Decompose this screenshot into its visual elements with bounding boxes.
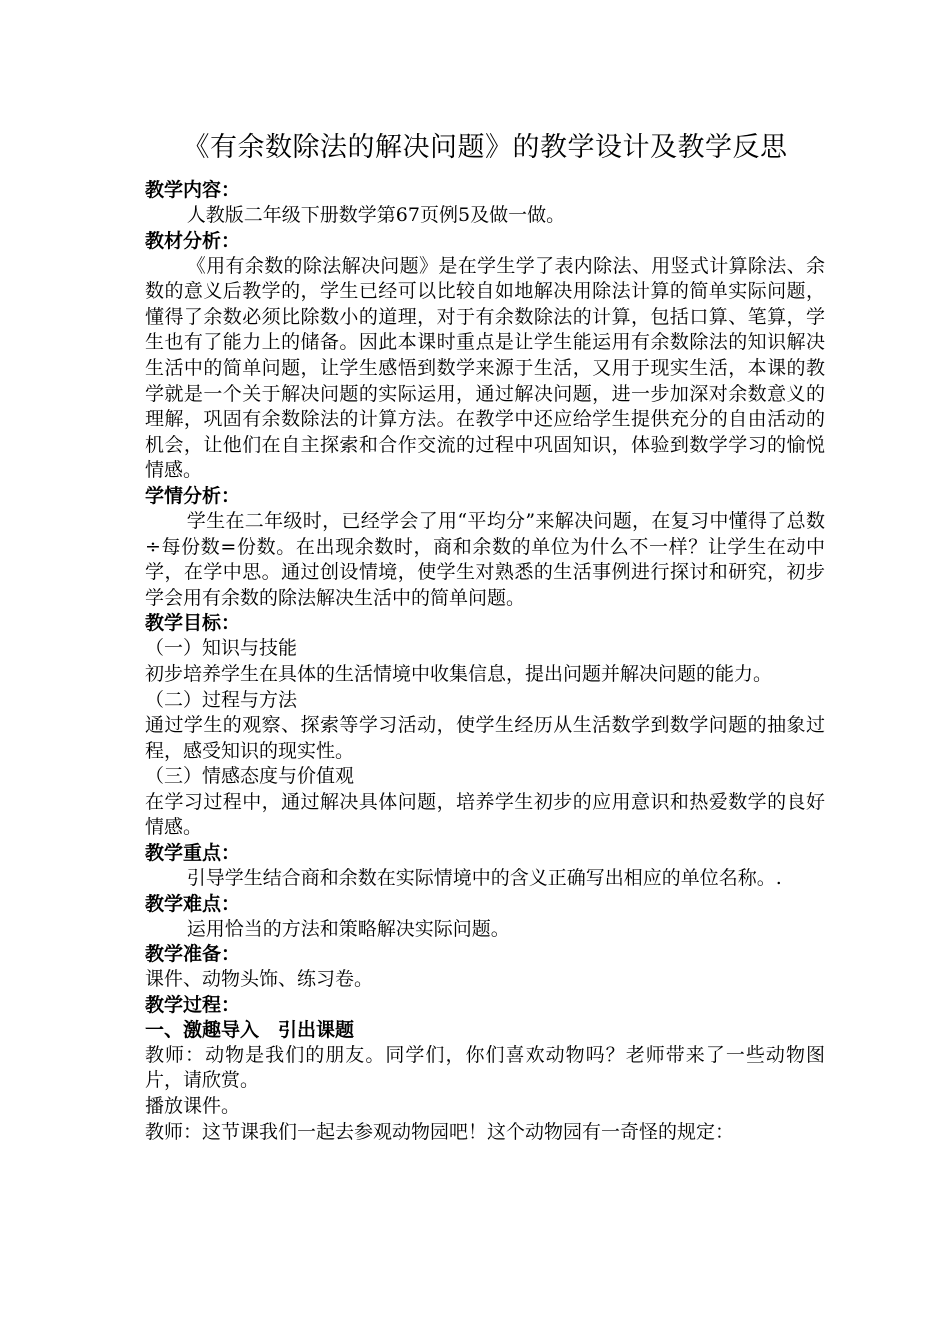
goal-2-text: 通过学生的观察、探索等学习活动，使学生经历从生活数学到数学问题的抽象过程，感受知识的现实性。 xyxy=(145,714,825,762)
prep-paragraph: 课件、动物头饰、练习卷。 xyxy=(145,968,374,991)
section-heading-difficulty: 教学难点： xyxy=(145,892,241,915)
section-heading-process: 教学过程： xyxy=(145,993,241,1016)
process-line-3: 教师：这节课我们一起去参观动物园吧！这个动物园有一奇怪的规定： xyxy=(145,1120,735,1143)
difficulty-paragraph: 运用恰当的方法和策略解决实际问题。 xyxy=(186,917,510,940)
goal-1-text: 初步培养学生在具体的生活情境中收集信息，提出问题并解决问题的能力。 xyxy=(145,662,773,685)
material-paragraph: 《用有余数的除法解决问题》是在学生学了表内除法、用竖式计算除法、余数的意义后教学的，学生已经可以比较自如地解决用除法计算的简单实际问题，懂得了余数必须比除数小的道理，对于有余数除法的计算，包括口算、笔算，学生也有了能力上的储备。因此本课时重点是让学生能运用有余数除法的知识解决生活中的简单问题，让学生感悟到数学来源于生活，又用于现实生活，本课的教学就是一个关于解决问题的实际运用，通过解决问题，进一步加深对余数意义的理解，巩固有余数除法的计算方法。在教学中还应给学生提供充分的自由活动的机会，让他们在自主探索和合作交流的过程中巩固知识，体验到数学学习的愉悦情感。 xyxy=(145,254,825,482)
goal-2-title: （二）过程与方法 xyxy=(145,688,298,711)
document-page xyxy=(145,128,825,1145)
section-heading-goals: 教学目标： xyxy=(145,612,241,635)
section-heading-content: 教学内容： xyxy=(145,179,241,201)
process-line-1: 教师：动物是我们的朋友。同学们，你们喜欢动物吗？老师带来了一些动物图片，请欣赏。 xyxy=(145,1043,825,1092)
goal-3-title: （三）情感态度与价值观 xyxy=(145,765,355,788)
goal-1-title: （一）知识与技能 xyxy=(145,637,298,660)
key-paragraph: 引导学生结合商和余数在实际情境中的含义正确写出相应的单位名称。. xyxy=(186,867,782,890)
content-paragraph: 人教版二年级下册数学第67页例5及做一做。 xyxy=(186,204,566,226)
goal-3-text: 在学习过程中，通过解决具体问题，培养学生初步的应用意识和热爱数学的良好情感。 xyxy=(145,790,825,839)
students-paragraph: 学生在二年级时，已经学会了用“平均分”来解决问题，在复习中懂得了总数÷每份数=份数。在出现余数时，商和余数的单位为什么不一样？让学生在动中学，在学中思。通过创设情境，使学生对熟悉的生活事例进行探讨和研究，初步学会用有余数的除法解决生活中的简单问题。 xyxy=(145,509,825,609)
document-title: 《有余数除法的解决问题》的教学设计及教学反思 xyxy=(182,132,788,163)
section-heading-prep: 教学准备： xyxy=(145,943,241,966)
section-heading-material: 教材分析： xyxy=(145,229,241,252)
process-line-2: 播放课件。 xyxy=(145,1095,241,1118)
section-heading-students: 学情分析： xyxy=(145,484,241,507)
section-heading-key: 教学重点： xyxy=(145,842,241,865)
process-step-1: 一、激趣导入 引出课题 xyxy=(145,1018,355,1041)
